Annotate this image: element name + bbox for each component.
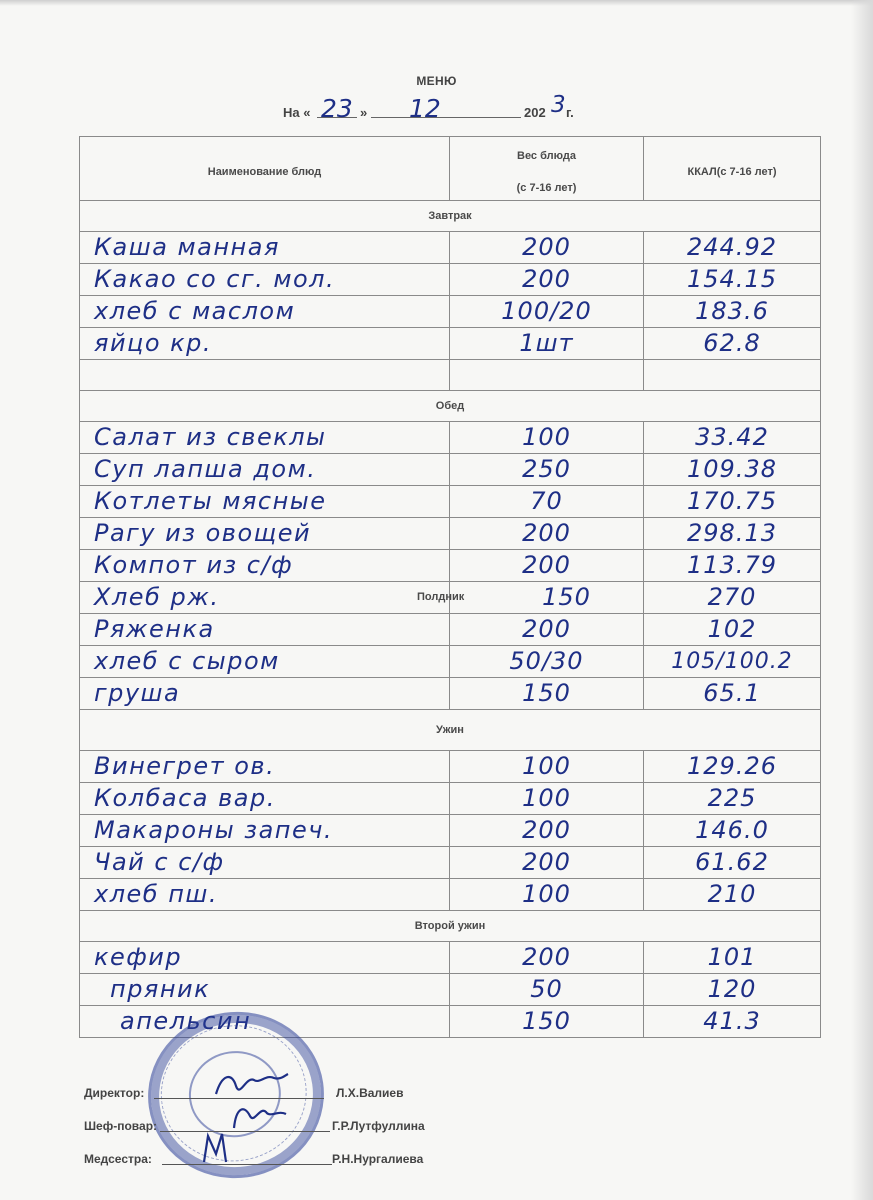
chef-role: Шеф-повар: — [84, 1119, 158, 1133]
header-name: Наименование блюд — [80, 137, 450, 201]
dish-weight: 150 — [542, 583, 591, 611]
dish-weight: 200 — [522, 943, 571, 971]
dish-weight: 200 — [522, 848, 571, 876]
dish-name: Винегрет ов. — [94, 752, 276, 780]
dish-name: хлеб с маслом — [94, 297, 296, 325]
table-row — [80, 518, 821, 550]
director-role: Директор: — [84, 1086, 145, 1100]
dish-name: апельсин — [120, 1007, 252, 1035]
table-row — [80, 974, 821, 1006]
dish-weight: 150 — [522, 1007, 571, 1035]
dish-kcal: 109.38 — [687, 455, 777, 483]
table-row — [80, 550, 821, 582]
dish-weight: 1шт — [519, 329, 574, 357]
menu-table — [79, 136, 821, 1038]
dish-name: Суп лапша дом. — [94, 455, 317, 483]
date-day: 23 — [321, 94, 353, 123]
director-signature-icon — [210, 1066, 290, 1102]
dish-weight: 100/20 — [501, 297, 592, 325]
header-kcal: ККАЛ(с 7-16 лет) — [644, 137, 821, 201]
dish-kcal: 65.1 — [703, 679, 761, 707]
menu-title: МЕНЮ — [416, 74, 457, 88]
dish-kcal: 154.15 — [687, 265, 777, 293]
dish-name: пряник — [110, 975, 211, 1003]
table-row — [80, 328, 821, 360]
table-row — [80, 264, 821, 296]
section-second-dinner: Второй ужин — [80, 911, 821, 942]
chef-name: Г.Р.Лутфуллина — [332, 1119, 425, 1133]
dish-weight: 200 — [522, 816, 571, 844]
dish-name: яйцо кр. — [94, 329, 213, 357]
dish-weight: 200 — [522, 233, 571, 261]
dish-weight: 100 — [522, 880, 571, 908]
table-row — [80, 942, 821, 974]
dish-kcal: 120 — [707, 975, 757, 1003]
nurse-name: Р.Н.Нургалиева — [332, 1152, 424, 1166]
nurse-signature-icon — [196, 1128, 236, 1168]
table-row — [80, 422, 821, 454]
scan-edge-top — [0, 0, 873, 6]
dish-name: Макароны запеч. — [94, 816, 334, 844]
dish-name: Компот из с/ф — [94, 551, 294, 579]
dish-name: Колбаса вар. — [94, 784, 276, 812]
section-row-breakfast — [80, 201, 821, 232]
section-dinner: Ужин — [80, 710, 821, 751]
date-prefix: На « — [283, 105, 311, 120]
table-row — [80, 847, 821, 879]
table-row — [80, 296, 821, 328]
dish-weight: 100 — [522, 423, 571, 451]
dish-weight: 50 — [530, 975, 563, 1003]
table-row — [80, 646, 821, 678]
dish-weight: 70 — [530, 487, 563, 515]
dish-kcal: 183.6 — [695, 297, 769, 325]
dish-weight: 200 — [522, 551, 571, 579]
dish-kcal: 210 — [707, 880, 757, 908]
table-row — [80, 678, 821, 710]
dish-name: хлеб пш. — [94, 880, 219, 908]
table-row — [80, 486, 821, 518]
dish-name: Рагу из овощей — [94, 519, 312, 547]
table-row — [80, 815, 821, 847]
date-suffix: г. — [566, 105, 574, 120]
month-underline — [371, 117, 521, 118]
dish-weight: 200 — [522, 615, 571, 643]
dish-kcal: 113.79 — [687, 551, 777, 579]
dish-kcal: 270 — [707, 583, 757, 611]
dish-name: Хлеб рж. — [94, 583, 220, 611]
dish-kcal: 41.3 — [703, 1007, 761, 1035]
dish-kcal: 129.26 — [687, 752, 777, 780]
dish-kcal: 105/100.2 — [671, 649, 793, 674]
dish-name: груша — [94, 679, 181, 707]
chef-signature-icon — [226, 1098, 296, 1136]
dish-name: Какао со сг. мол. — [94, 265, 336, 293]
table-row — [80, 751, 821, 783]
dish-name: Котлеты мясные — [94, 487, 327, 515]
dish-kcal: 61.62 — [695, 848, 769, 876]
header-weight: Вес блюда (с 7-16 лет) — [450, 137, 644, 201]
dish-name: Салат из свеклы — [94, 423, 327, 451]
section-row-second-dinner — [80, 911, 821, 942]
nurse-underline — [162, 1164, 332, 1165]
director-name: Л.Х.Валиев — [336, 1086, 404, 1100]
section-snack: Полдник — [417, 591, 465, 603]
section-row-snack — [80, 582, 821, 614]
dish-name: хлеб с сыром — [94, 647, 280, 675]
dish-weight: 100 — [522, 752, 571, 780]
date-month: 12 — [409, 94, 441, 123]
dish-kcal: 170.75 — [687, 487, 777, 515]
dish-name: Ряженка — [94, 615, 215, 643]
nurse-role: Медсестра: — [84, 1152, 152, 1166]
dish-name: Каша манная — [94, 233, 280, 261]
table-row — [80, 879, 821, 911]
dish-kcal: 102 — [707, 615, 757, 643]
date-year-digit: 3 — [551, 92, 566, 118]
dish-weight: 100 — [522, 784, 571, 812]
dish-weight: 200 — [522, 265, 571, 293]
dish-kcal: 225 — [707, 784, 757, 812]
section-row-lunch — [80, 391, 821, 422]
dish-kcal: 298.13 — [687, 519, 777, 547]
dish-weight: 200 — [522, 519, 571, 547]
dish-kcal: 33.42 — [695, 423, 769, 451]
section-lunch: Обед — [80, 391, 821, 422]
table-row — [80, 783, 821, 815]
header-row — [80, 137, 821, 201]
dish-kcal: 62.8 — [703, 329, 761, 357]
dish-weight: 150 — [522, 679, 571, 707]
date-line — [283, 92, 613, 124]
dish-weight: 50/30 — [509, 647, 584, 675]
date-year-prefix: 202 — [524, 105, 546, 120]
table-row — [80, 454, 821, 486]
table-row — [80, 614, 821, 646]
dish-kcal: 101 — [707, 943, 757, 971]
dish-kcal: 244.92 — [687, 233, 777, 261]
dish-kcal: 146.0 — [695, 816, 769, 844]
empty-row — [80, 360, 821, 391]
dish-weight: 250 — [522, 455, 571, 483]
scan-edge-right — [851, 0, 873, 1200]
section-breakfast: Завтрак — [80, 201, 821, 232]
section-row-dinner — [80, 710, 821, 751]
nurse-signature-line — [84, 1148, 444, 1166]
table-row — [80, 232, 821, 264]
dish-name: Чай с с/ф — [94, 848, 225, 876]
dish-name: кефир — [94, 943, 183, 971]
date-mid: » — [360, 105, 368, 120]
